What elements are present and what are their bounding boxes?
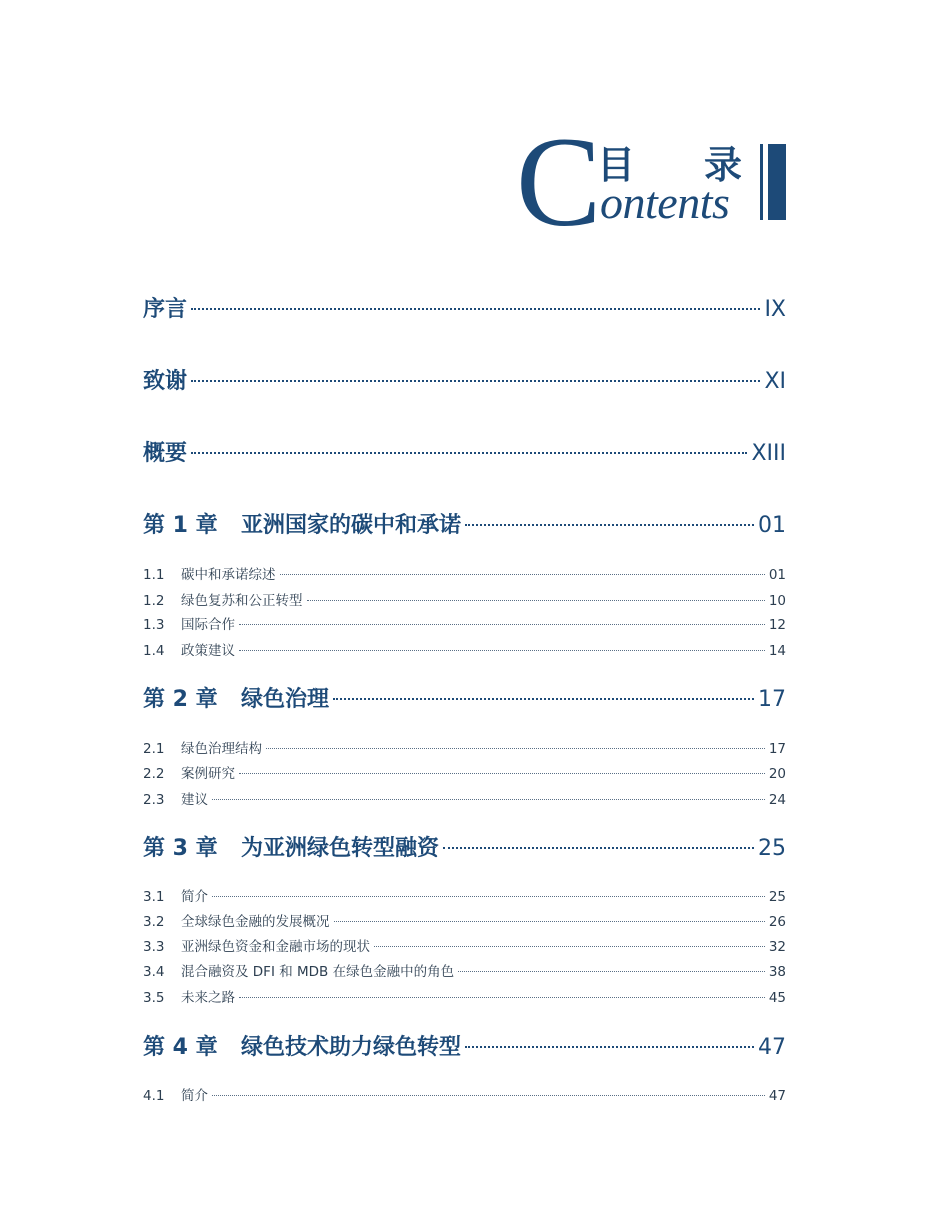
toc-section-3-2[interactable]: [143, 910, 786, 930]
contents-title-cn-char-1: 目: [597, 143, 636, 187]
toc-header: [0, 0, 950, 253]
section-title: 绿色复苏和公正转型: [181, 593, 303, 609]
toc-leader-dots: [280, 574, 765, 575]
toc-chapter-1[interactable]: [143, 508, 786, 539]
toc-section-2-1[interactable]: [143, 737, 786, 757]
toc-entry-page: XIII: [751, 441, 786, 466]
contents-title-cn-char-2: 录: [703, 143, 742, 187]
chapter-number: 第 4 章: [143, 1035, 218, 1060]
toc-chapter-2[interactable]: [143, 682, 786, 713]
section-number: 2.2: [143, 766, 165, 782]
toc-section-3-4[interactable]: [143, 960, 786, 980]
chapter-title: 绿色治理: [241, 687, 330, 712]
toc-leader-dots: [191, 380, 760, 382]
section-number: 3.1: [143, 889, 165, 905]
section-page: 12: [768, 617, 786, 633]
toc-section-1-2[interactable]: [143, 589, 786, 609]
toc-leader-dots: [333, 698, 754, 700]
section-page: 24: [768, 792, 786, 808]
toc-entry-title: 概要: [143, 441, 188, 466]
toc-entry-page: XI: [764, 369, 786, 394]
section-number: 1.3: [143, 617, 165, 633]
section-page: 25: [768, 889, 786, 905]
chapter-title: 亚洲国家的碳中和承诺: [241, 513, 462, 538]
toc-chapter-3[interactable]: [143, 831, 786, 862]
section-page: 20: [768, 766, 786, 782]
toc-chapter-4[interactable]: [143, 1030, 786, 1061]
decorative-bar-thin: [760, 144, 763, 220]
contents-title-en: ontents: [600, 177, 730, 228]
toc-leader-dots: [212, 1095, 765, 1096]
toc-section-3-3[interactable]: [143, 935, 786, 955]
toc-section-1-3[interactable]: [143, 613, 786, 633]
toc-section-2-3[interactable]: [143, 788, 786, 808]
section-number: 4.1: [143, 1088, 165, 1104]
chapter-page: 25: [758, 836, 786, 861]
section-title: 案例研究: [181, 766, 235, 782]
toc-leader-dots: [239, 650, 765, 651]
section-title: 政策建议: [181, 643, 235, 659]
toc-section-3-1[interactable]: [143, 885, 786, 905]
chapter-number: 第 1 章: [143, 513, 218, 538]
toc-leader-dots: [266, 748, 765, 749]
decorative-bar-thick: [768, 144, 786, 220]
section-title: 全球绿色金融的发展概况: [181, 914, 330, 930]
toc-leader-dots: [465, 524, 754, 526]
toc-leader-dots: [212, 799, 765, 800]
section-title: 建议: [181, 792, 208, 808]
toc-leader-dots: [239, 624, 765, 625]
chapter-title: 为亚洲绿色转型融资: [241, 836, 440, 861]
toc-entry-page: IX: [764, 297, 786, 322]
section-page: 38: [768, 964, 786, 980]
toc-entry-title: 致谢: [143, 369, 188, 394]
section-title: 国际合作: [181, 617, 235, 633]
toc-section-3-5[interactable]: [143, 986, 786, 1006]
toc-leader-dots: [212, 896, 765, 897]
section-number: 2.1: [143, 741, 165, 757]
toc-leader-dots: [465, 1046, 754, 1048]
section-number: 1.1: [143, 567, 165, 583]
section-page: 45: [768, 990, 786, 1006]
section-number: 1.4: [143, 643, 165, 659]
section-title: 亚洲绿色资金和金融市场的现状: [181, 939, 370, 955]
toc-leader-dots: [307, 600, 765, 601]
toc-leader-dots: [443, 847, 754, 849]
section-title: 未来之路: [181, 990, 235, 1006]
chapter-number: 第 3 章: [143, 836, 218, 861]
toc-section-1-4[interactable]: [143, 639, 786, 659]
section-title: 混合融资及 DFI 和 MDB 在绿色金融中的角色: [181, 964, 455, 980]
toc-leader-dots: [374, 946, 765, 947]
section-number: 3.5: [143, 990, 165, 1006]
section-page: 01: [768, 567, 786, 583]
section-page: 47: [768, 1088, 786, 1104]
section-title: 简介: [181, 889, 208, 905]
toc-entry-acknowledgements[interactable]: [143, 364, 786, 395]
section-number: 3.4: [143, 964, 165, 980]
section-number: 3.2: [143, 914, 165, 930]
chapter-page: 01: [758, 513, 786, 538]
toc-section-4-1[interactable]: [143, 1084, 786, 1104]
section-title: 简介: [181, 1088, 208, 1104]
section-number: 2.3: [143, 792, 165, 808]
chapter-page: 17: [758, 687, 786, 712]
section-page: 26: [768, 914, 786, 930]
toc-entry-summary[interactable]: [143, 436, 786, 467]
toc-section-1-1[interactable]: [143, 563, 786, 583]
toc-leader-dots: [334, 921, 765, 922]
chapter-page: 47: [758, 1035, 786, 1060]
section-page: 17: [768, 741, 786, 757]
section-page: 10: [768, 593, 786, 609]
toc-leader-dots: [191, 452, 747, 454]
toc-section-2-2[interactable]: [143, 762, 786, 782]
toc-leader-dots: [191, 308, 760, 310]
toc-entry-preface[interactable]: [143, 292, 786, 323]
section-page: 32: [768, 939, 786, 955]
toc-leader-dots: [458, 971, 765, 972]
chapter-number: 第 2 章: [143, 687, 218, 712]
section-title: 碳中和承诺综述: [181, 567, 276, 583]
section-title: 绿色治理结构: [181, 741, 262, 757]
chapter-title: 绿色技术助力绿色转型: [241, 1035, 462, 1060]
toc-entry-title: 序言: [143, 297, 188, 322]
section-number: 1.2: [143, 593, 165, 609]
contents-initial-letter: C: [516, 111, 602, 253]
toc-leader-dots: [239, 773, 765, 774]
section-number: 3.3: [143, 939, 165, 955]
toc-leader-dots: [239, 997, 765, 998]
section-page: 14: [768, 643, 786, 659]
